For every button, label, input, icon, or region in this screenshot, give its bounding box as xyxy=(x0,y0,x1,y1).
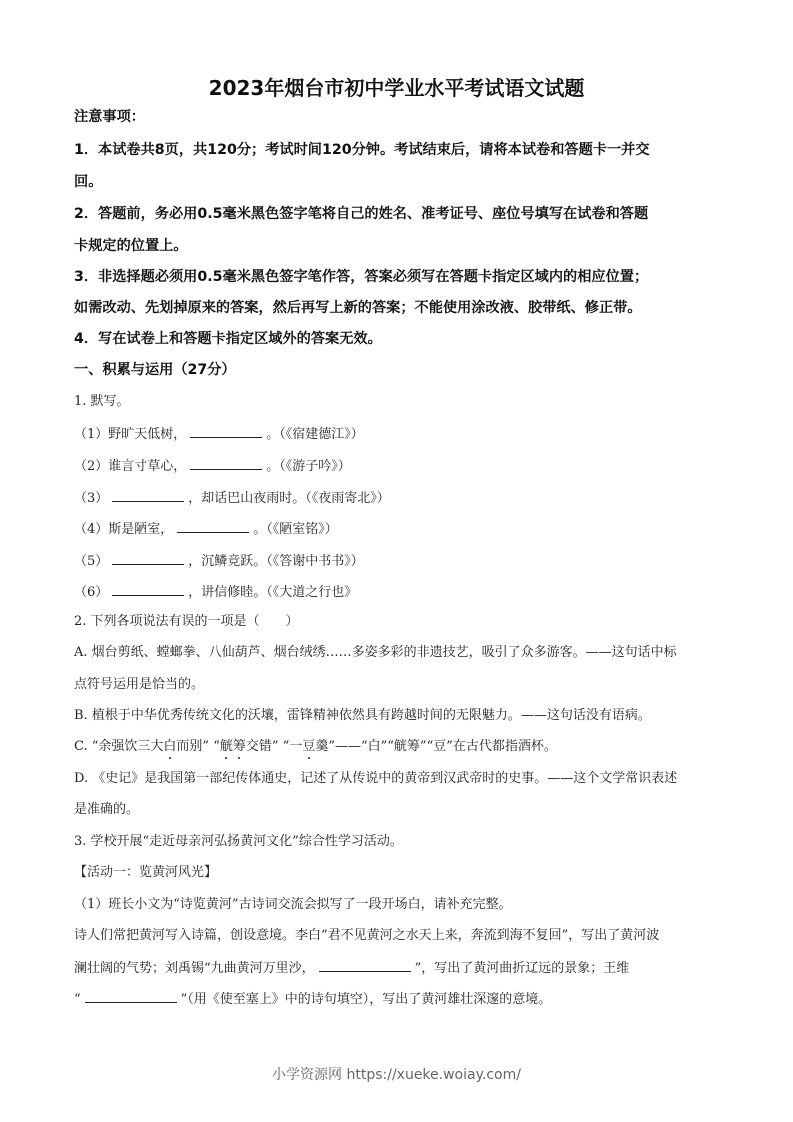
notice-item-3-cont: 如需改动、先划掉原来的答案，然后再写上新的答案；不能使用涂改液、胶带纸、修正带。 xyxy=(74,300,642,316)
q2-option-c xyxy=(74,737,734,757)
footer-watermark: 小学资源网 https://xueke.woiay.com/ xyxy=(272,1067,521,1083)
paragraph-text: ”（用《使至塞上》中的诗句填空），写出了黄河雄壮深邃的意境。 xyxy=(180,992,552,1007)
item-source: ，讲信修睦。（《大道之行也》 xyxy=(188,585,358,600)
item-number: （5） xyxy=(74,554,109,569)
item-text: 斯是陋室， xyxy=(108,522,174,537)
answer-blank[interactable] xyxy=(85,988,177,1003)
q2-stem: 2. 下列各项说法有误的一项是（ ） xyxy=(74,614,299,629)
answer-blank[interactable] xyxy=(112,487,184,502)
item-text: 野旷天低树， xyxy=(108,427,187,442)
q3-paragraph-line-2 xyxy=(74,957,734,979)
option-text: 而别” “ xyxy=(176,739,220,754)
answer-blank[interactable] xyxy=(190,455,262,470)
q3-sub-1: （1）班长小文为“诗览黄河”古诗词交流会拟写了一段开场白，请补充完整。 xyxy=(74,897,512,912)
answer-blank[interactable] xyxy=(112,581,184,596)
emphasized-char: 白 xyxy=(163,739,177,754)
option-text: 交错” “一 xyxy=(245,739,303,754)
paragraph-text: 澜壮阔的气势；刘禹锡“九曲黄河万里沙， xyxy=(74,961,315,976)
item-number: （3） xyxy=(74,491,109,506)
section-heading: 一、积累与运用（27分） xyxy=(74,362,236,378)
item-source: 。（《陋室铭》） xyxy=(253,522,338,537)
notice-item-1-cont: 回。 xyxy=(74,174,103,190)
q1-item-3 xyxy=(74,487,734,509)
item-number: （6） xyxy=(74,585,109,600)
paragraph-text: ”，写出了黄河曲折辽远的景象；王维 xyxy=(414,961,630,976)
notice-item-3: 3．非选择题必须用0.5毫米黑色签字笔作答，答案必须写在答题卡指定区域内的相应位置； xyxy=(74,269,649,285)
q3-stem: 3. 学校开展“走近母亲河弘扬黄河文化”综合性学习活动。 xyxy=(74,834,403,849)
emphasized-char: 觥 xyxy=(219,739,233,754)
option-text: C. “余强饮三大 xyxy=(74,739,164,754)
notice-heading: 注意事项： xyxy=(74,109,145,125)
q1-item-1 xyxy=(74,423,734,445)
emphasized-char: 豆 xyxy=(302,739,316,754)
q1-item-4 xyxy=(74,518,734,540)
item-number: （4） xyxy=(74,522,109,537)
q3-paragraph-line-1: 诗人们常把黄河写入诗篇，创设意境。李白“君不见黄河之水天上来，奔流到海不复回”，写出了黄河波 xyxy=(74,928,660,943)
q1-item-5 xyxy=(74,550,734,572)
option-text: 羹”——“白”“觥筹”“豆”在古代都指酒杯。 xyxy=(315,739,557,754)
q3-paragraph-line-3 xyxy=(74,988,734,1010)
item-source: ，却话巴山夜雨时。（《夜雨寄北》） xyxy=(188,491,390,506)
answer-blank[interactable] xyxy=(112,550,184,565)
notice-item-1: 1．本试卷共8页，共120分；考试时间120分钟。考试结束后，请将本试卷和答题卡一并交 xyxy=(74,142,650,158)
paragraph-text: “ xyxy=(74,992,81,1007)
item-source: ，沉鳞竞跃。（《答谢中书书》） xyxy=(188,554,364,569)
q2-option-d-cont: 是准确的。 xyxy=(74,802,140,817)
q3-activity-1: 【活动一：览黄河风光】 xyxy=(74,865,218,880)
answer-blank[interactable] xyxy=(190,423,262,438)
item-text: 谁言寸草心， xyxy=(108,459,187,474)
q1-item-6 xyxy=(74,581,734,603)
notice-item-2: 2．答题前，务必用0.5毫米黑色签字笔将自己的姓名、准考证号、座位号填写在试卷和答题 xyxy=(74,206,649,222)
answer-blank[interactable] xyxy=(177,518,249,533)
notice-item-4: 4．写在试卷上和答题卡指定区域外的答案无效。 xyxy=(74,331,382,347)
q1-stem: 1. 默写。 xyxy=(74,394,130,409)
document-title: 2023年烟台市初中学业水平考试语文试题 xyxy=(208,76,585,100)
q2-option-a-cont: 点符号运用是恰当的。 xyxy=(74,677,205,692)
q2-option-a: A. 烟台剪纸、螳螂拳、八仙葫芦、烟台绒绣……多姿多彩的非遗技艺，吸引了众多游客。——这句话中标 xyxy=(74,645,677,660)
item-number: （2） xyxy=(74,459,109,474)
item-source: 。（《游子吟》） xyxy=(266,459,351,474)
item-source: 。（《宿建德江》） xyxy=(266,427,364,442)
answer-blank[interactable] xyxy=(319,957,411,972)
emphasized-char: 筹 xyxy=(232,739,246,754)
q2-option-d: D. 《史记》是我国第一部纪传体通史，记述了从传说中的黄帝到汉武帝时的史事。——这个文学常识表述 xyxy=(74,771,678,786)
item-number: （1） xyxy=(74,427,109,442)
q1-item-2 xyxy=(74,455,734,477)
notice-item-2-cont: 卡规定的位置上。 xyxy=(74,238,188,254)
q2-option-b: B. 植根于中华优秀传统文化的沃壤，雷锋精神依然具有跨越时间的无限魅力。——这句话没有语病。 xyxy=(74,708,651,723)
